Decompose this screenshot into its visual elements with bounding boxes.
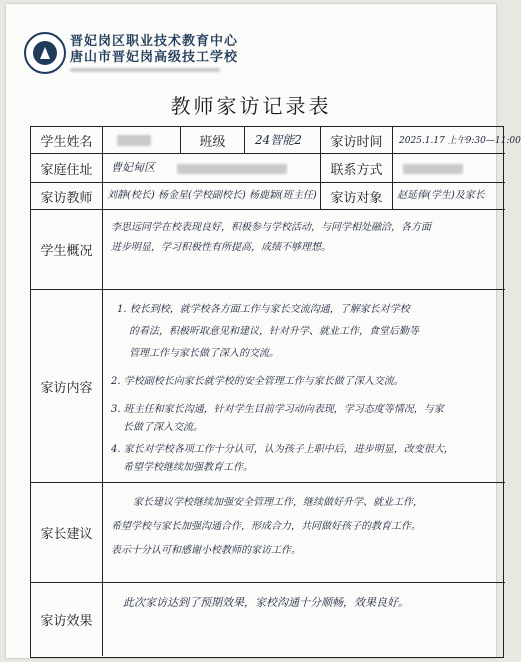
label-teacher: 家访教师 — [31, 183, 103, 210]
page-title: 教师家访记录表 — [170, 94, 332, 118]
content-line-8: 希望学校继续加强教育工作。 — [123, 462, 253, 473]
student-overview-value — [103, 210, 505, 290]
label-contact: 联系方式 — [321, 154, 393, 183]
content-line-5: 3. 班主任和家长沟通，针对学生目前学习动向表现，学习态度等情况，与家 — [111, 404, 444, 415]
label-class: 班级 — [181, 127, 245, 154]
visit-record-table — [30, 126, 521, 658]
visit-effect-value — [103, 583, 505, 656]
document-page — [6, 4, 521, 658]
visit-content-value — [103, 290, 505, 483]
content-line-7: 4. 家长对学校各项工作十分认可，认为孩子上职中后，进步明显，改变很大， — [111, 444, 454, 455]
content-line-2: 的看法，积极听取意见和建议，针对升学、就业工作，食堂后勤等 — [129, 326, 419, 337]
contact-value — [393, 154, 505, 183]
parent-suggestion-value — [103, 483, 505, 583]
school-logo-icon — [24, 32, 66, 74]
address-value — [103, 154, 321, 183]
school-name-cn-1: 晋妃岗区职业技术教育中心 — [70, 34, 239, 49]
label-address: 家庭住址 — [31, 154, 103, 183]
label-target: 家访对象 — [321, 183, 393, 210]
visit-time-value: 2025.1.17 上午9:30—11:00 — [393, 127, 505, 154]
school-name-en — [70, 66, 220, 73]
suggestion-line-2: 希望学校与家长加强沟通合作，形成合力，共同做好孩子的教育工作。 — [111, 521, 421, 532]
target-value: 赵延俸(学生)及家长 — [393, 183, 505, 210]
content-line-1: 1. 校长到校，就学校各方面工作与家长交流沟通，了解家长对学校 — [117, 304, 410, 315]
school-name-cn-2: 唐山市晋妃岗高级技工学校 — [70, 50, 239, 65]
class-value: 24智能2 — [245, 127, 321, 154]
overview-line-2: 进步明显，学习积极性有所提高，成绩不够理想。 — [111, 242, 331, 253]
label-student-overview: 学生概况 — [31, 210, 103, 290]
label-visit-time: 家访时间 — [321, 127, 393, 154]
overview-line-1: 李思远同学在校表现良好，积极参与学校活动，与同学相处融洽，各方面 — [111, 222, 431, 233]
teacher-value: 刘静(校长) 杨金星(学校副校长) 杨鹿颖(班主任) — [103, 183, 321, 210]
label-student-name: 学生姓名 — [31, 127, 103, 154]
address-prefix: 曹妃甸区 — [111, 161, 155, 174]
label-visit-content: 家访内容 — [31, 290, 103, 483]
label-parent-suggestion: 家长建议 — [31, 483, 103, 583]
label-visit-effect: 家访效果 — [31, 583, 103, 656]
suggestion-line-3: 表示十分认可和感谢小校教师的家访工作。 — [111, 545, 301, 556]
content-line-6: 长做了深入交流。 — [123, 422, 203, 433]
student-name-value — [103, 127, 181, 154]
content-line-4: 2. 学校副校长向家长就学校的安全管理工作与家长做了深入交流。 — [111, 376, 404, 387]
effect-line: 此次家访达到了预期效果，家校沟通十分顺畅，效果良好。 — [123, 596, 409, 609]
content-line-3: 管理工作与家长做了深入的交流。 — [129, 348, 279, 359]
suggestion-line-1: 家长建议学校继续加强安全管理工作，继续做好升学、就业工作， — [133, 497, 423, 508]
